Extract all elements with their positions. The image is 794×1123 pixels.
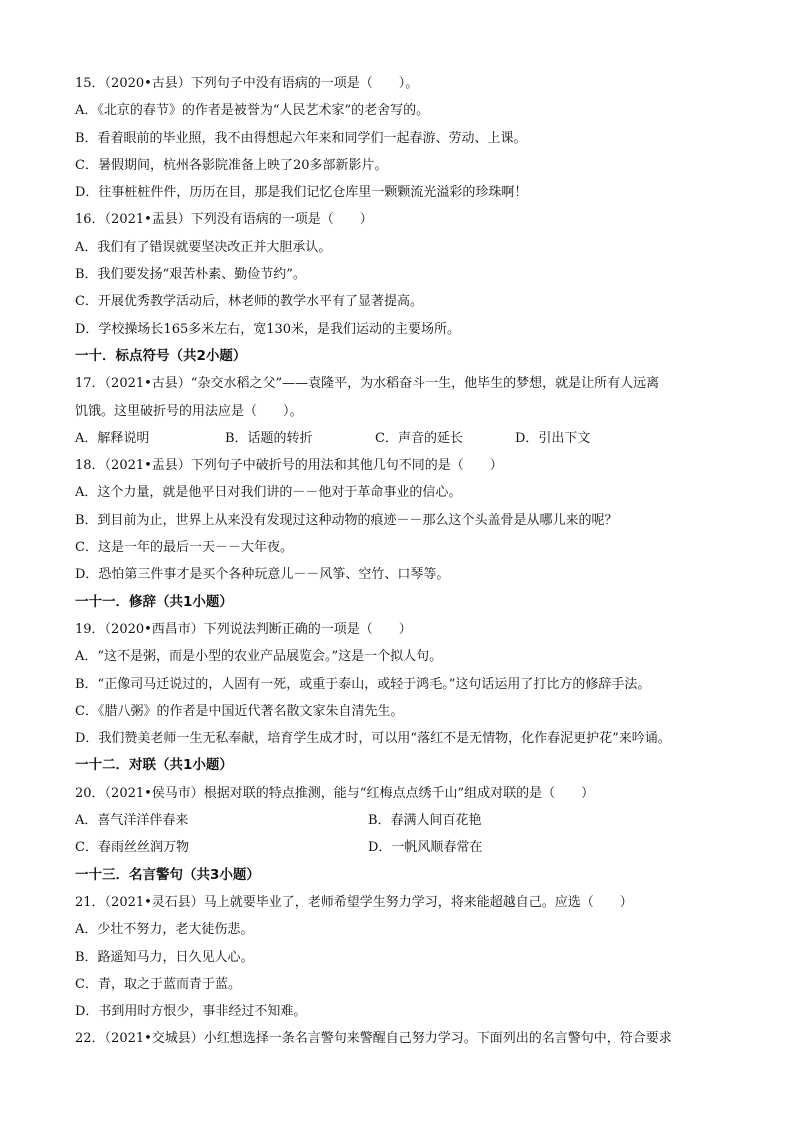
question-stem: 22．（2021•交城县）小红想选择一条名言警句来警醒自己努力学习。下面列出的名言警句中，符合要求 <box>75 1031 672 1047</box>
question-stem: 21．（2021•灵石县）马上就要毕业了，老师希望学生努力学习，将来能超越自己。应选（ ） <box>75 894 633 910</box>
option-line: A．我们有了错误就要坚决改正并大胆承认。 <box>75 239 332 255</box>
exam-page <box>75 70 725 1053</box>
option-line: C．青，取之于蓝而青于蓝。 <box>75 976 241 992</box>
option-line: D．学校操场长165多米左右，宽130米，是我们运动的主要场所。 <box>75 321 461 337</box>
section-heading: 一十三．名言警句（共3小题） <box>75 866 260 883</box>
option-line: C．《腊八粥》的作者是中国近代著名散文家朱自清先生。 <box>75 703 404 719</box>
option-item: C．春雨丝丝润万物 <box>75 840 189 856</box>
option-item: A．喜气洋洋伴春来 <box>75 813 189 829</box>
option-line: A．这个力量，就是他平日对我们讲的－－他对于革命事业的信心。 <box>75 485 462 501</box>
option-item: A．解释说明 <box>75 430 150 446</box>
option-item: C．声音的延长 <box>375 430 463 446</box>
option-line: B．“正像司马迁说过的，人固有一死，或重于泰山，或轻于鸿毛。”这句话运用了打比方的修辞手法。 <box>75 676 651 692</box>
option-item: D．一帆风顺春常在 <box>368 840 483 856</box>
option-line: C．开展优秀教学活动后，林老师的教学水平有了显著提高。 <box>75 294 423 310</box>
section-heading: 一十．标点符号（共2小题） <box>75 347 247 364</box>
question-stem: 15．（2020•古县）下列句子中没有语病的一项是（ ）。 <box>75 76 419 91</box>
option-line: D．我们赞美老师一生无私奉献，培育学生成才时，可以用“落红不是无情物，化作春泥更护花”来吟诵。 <box>75 731 671 747</box>
option-item: B．话题的转折 <box>225 430 313 446</box>
option-line: C．这是一年的最后一天－－大年夜。 <box>75 540 293 556</box>
options-row <box>75 425 725 452</box>
options-row <box>75 807 725 834</box>
option-line: A．“这不是粥，而是小型的农业产品展览会。”这是一个拟人句。 <box>75 649 443 665</box>
question-stem: 20．（2021•侯马市）根据对联的特点推测，能与“红梅点点绣千山”组成对联的是（ ） <box>75 785 595 801</box>
option-item: D．引出下文 <box>515 430 591 446</box>
option-line: C．暑假期间，杭州各影院准备上映了20多部新影片。 <box>75 157 388 173</box>
options-row <box>75 834 725 861</box>
option-line: D．恐怕第三件事才是买个各种玩意儿－－风筝、空竹、口琴等。 <box>75 567 450 583</box>
option-line: A．少壮不努力，老大徒伤悲。 <box>75 922 254 938</box>
question-stem: 16．（2021•盂县）下列没有语病的一项是（ ） <box>75 212 373 228</box>
question-stem: 饥饿。这里破折号的用法应是（ ）。 <box>75 403 303 419</box>
option-line: B．看着眼前的毕业照，我不由得想起六年来和同学们一起春游、劳动、上课。 <box>75 130 527 146</box>
option-line: B．到目前为止，世界上从来没有发现过这种动物的痕迹－－那么这个头盖骨是从哪儿来的呢？ <box>75 512 618 528</box>
option-item: B．春满人间百花艳 <box>368 813 482 829</box>
option-line: D．往事桩桩件件，历历在目，那是我们记忆仓库里一颗颗流光溢彩的珍珠啊！ <box>75 185 528 201</box>
option-line: B．我们要发扬“艰苦朴素、勤俭节约”。 <box>75 267 306 283</box>
option-line: A．《北京的春节》的作者是被誉为“人民艺术家”的老舍写的。 <box>75 103 430 119</box>
question-stem: 18．（2021•盂县）下列句子中破折号的用法和其他几句不同的是（ ） <box>75 458 503 474</box>
question-stem: 17．（2021•古县）“杂交水稻之父”——袁隆平，为水稻奋斗一生，他毕生的梦想，就是让所有人远离 <box>75 376 660 392</box>
option-line: B．路遥知马力，日久见人心。 <box>75 949 254 965</box>
option-line: D．书到用时方恨少，事非经过不知难。 <box>75 1004 307 1020</box>
question-stem: 19．（2020•西昌市）下列说法判断正确的一项是（ ） <box>75 621 412 637</box>
section-heading: 一十二．对联（共1小题） <box>75 757 233 774</box>
section-heading: 一十一．修辞（共1小题） <box>75 593 233 610</box>
